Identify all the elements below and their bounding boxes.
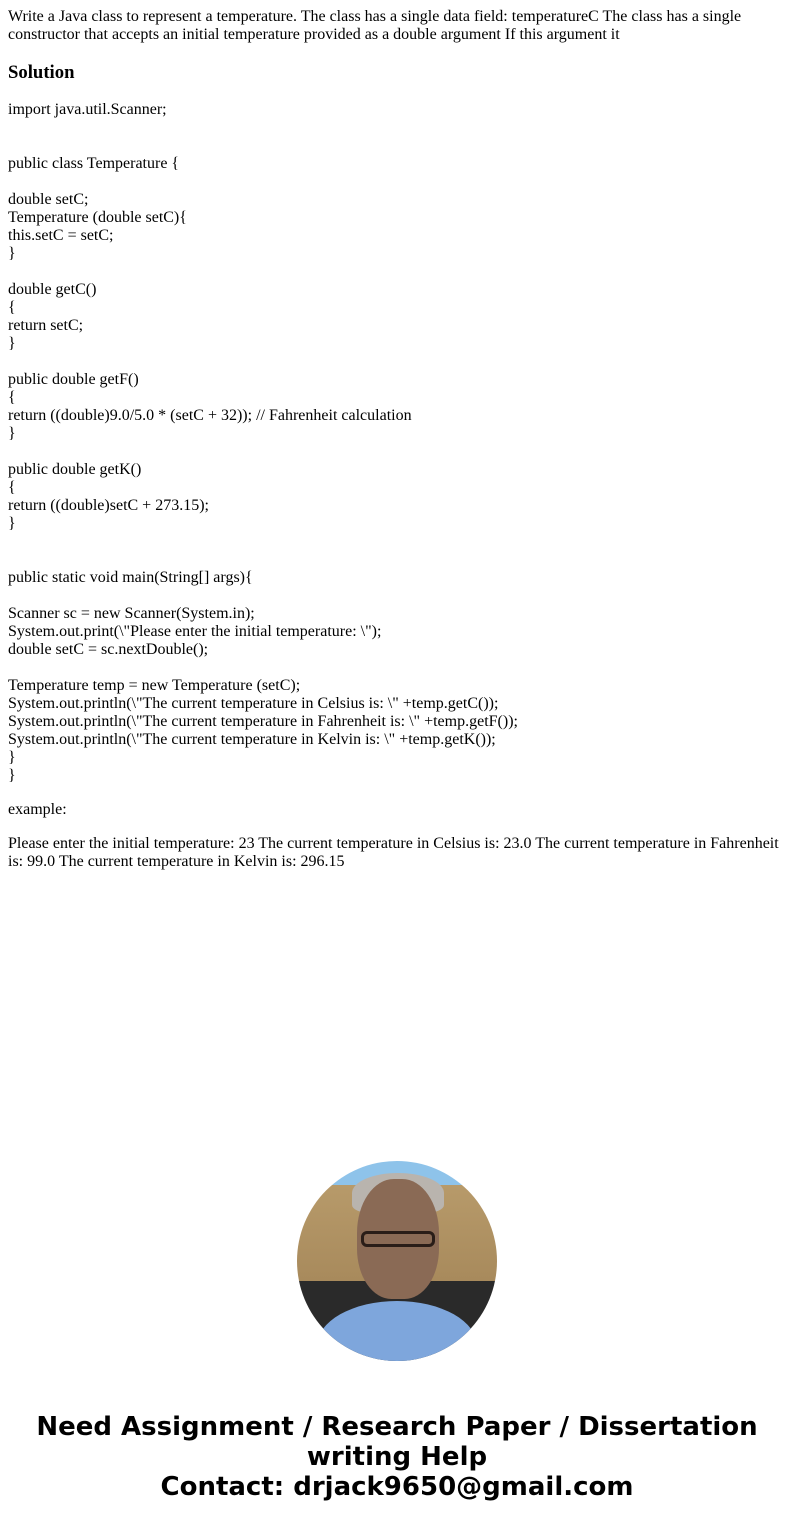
- document-body: [0, 8, 794, 871]
- code-line: [8, 533, 786, 551]
- code-line: }: [8, 245, 16, 262]
- code-line: }: [8, 515, 16, 532]
- code-line: double getC(): [8, 281, 97, 298]
- code-line: [8, 119, 786, 137]
- code-line: public double getF(): [8, 371, 139, 388]
- code-line: {: [8, 479, 16, 496]
- code-line: [8, 173, 786, 191]
- author-photo: [297, 1161, 497, 1361]
- code-line: }: [8, 425, 16, 442]
- code-line: double setC;: [8, 191, 89, 208]
- example-output: Please enter the initial temperature: 23 The current temperature in Celsius is: 23.0 The current temperature in Fahrenheit is: 99.0 The current temperature in Kelvin is: 296.15: [8, 835, 779, 870]
- promo-line-2: writing Help: [306, 1442, 488, 1472]
- code-line: public double getK(): [8, 461, 142, 478]
- solution-heading: Solution: [8, 62, 75, 83]
- code-block: [8, 101, 786, 785]
- code-line: [8, 587, 786, 605]
- code-line: }: [8, 767, 16, 784]
- code-line: [8, 263, 786, 281]
- code-line: }: [8, 749, 16, 766]
- code-line: Temperature (double setC){: [8, 209, 187, 226]
- code-line: }: [8, 335, 16, 352]
- promo-banner: [0, 1412, 794, 1502]
- code-line: double setC = sc.nextDouble();: [8, 641, 209, 658]
- code-line: return ((double)setC + 273.15);: [8, 497, 209, 514]
- question-text: Write a Java class to represent a temperature. The class has a single data field: temperatureC The class has a single constructor that accepts an initial temperature provided as a double argument If this argument it: [8, 8, 742, 43]
- code-line: System.out.println(\"The current temperature in Kelvin is: \" +temp.getK());: [8, 731, 496, 748]
- code-line: [8, 659, 786, 677]
- code-line: public class Temperature {: [8, 155, 180, 172]
- code-line: [8, 443, 786, 461]
- code-line: Temperature temp = new Temperature (setC);: [8, 677, 301, 694]
- code-line: Scanner sc = new Scanner(System.in);: [8, 605, 255, 622]
- code-line: {: [8, 389, 16, 406]
- promo-line-1: Need Assignment / Research Paper / Dissertation: [36, 1412, 758, 1442]
- promo-contact: Contact: drjack9650@gmail.com: [160, 1472, 634, 1502]
- code-line: System.out.println(\"The current temperature in Fahrenheit is: \" +temp.getF());: [8, 713, 518, 730]
- code-line: this.setC = setC;: [8, 227, 114, 244]
- code-line: return setC;: [8, 317, 84, 334]
- code-line: [8, 353, 786, 371]
- code-line: return ((double)9.0/5.0 * (setC + 32)); // Fahrenheit calculation: [8, 407, 412, 424]
- code-line: System.out.println(\"The current temperature in Celsius is: \" +temp.getC());: [8, 695, 499, 712]
- code-line: [8, 551, 786, 569]
- code-line: {: [8, 299, 16, 316]
- example-label: example:: [8, 801, 67, 818]
- photo-shirt: [317, 1301, 477, 1361]
- photo-glasses: [361, 1231, 435, 1247]
- code-line: [8, 137, 786, 155]
- code-line: System.out.print(\"Please enter the initial temperature: \");: [8, 623, 382, 640]
- code-line: public static void main(String[] args){: [8, 569, 253, 586]
- code-line: import java.util.Scanner;: [8, 101, 167, 118]
